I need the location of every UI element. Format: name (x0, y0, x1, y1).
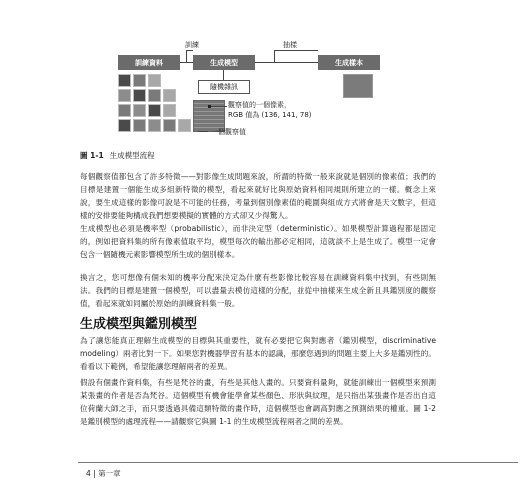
page-footer: 4 | 第一章 (86, 469, 121, 478)
sample-edge (255, 62, 318, 63)
paragraph-4: 為了讓您能真正理解生成模型的目標與其重要性，就有必要把它與對應者（鑑別模型，discriminative modeling）兩者比對一下。如果您對機器學習有基本的認識，那麼您遇到的問題主要上大多是鑑別性的。看看以下範例，希望能讓您理解兩者的差異。 (80, 336, 436, 372)
generative-model-figure (0, 0, 520, 165)
sample-edge-label: 抽樣 (283, 41, 297, 49)
training-data-node: 訓練資料 (118, 55, 180, 70)
train-edge-label: 訓練 (185, 41, 199, 49)
noise-edge (223, 70, 224, 80)
figure-caption (80, 150, 155, 161)
observation-annotation: 一個觀察值 (211, 128, 246, 136)
chapter-label: 第一章 (98, 469, 121, 478)
train-edge (180, 62, 193, 63)
generated-sample-node: 生成樣本 (318, 55, 380, 70)
pixel-annotation: 觀察值的一個像素， RGB 值為 (136, 141, 78) (228, 101, 312, 119)
random-noise-node: 隨機雜訊 (198, 80, 250, 94)
footer-rule (78, 462, 518, 463)
generated-sample-image (343, 74, 373, 98)
paragraph-2: 生成模型也必須是機率型（probabilistic），而非決定型（deterministic）。如果模型計算過程都是固定的，例如把資料集的所有像素值取平均，模型每次的輸出都必定相同，這就談不上是生成了。模型一定會包含一個隨機元素影響模型所生成的個別樣本。 (80, 224, 436, 260)
caption-text: 生成模型流程 (109, 151, 155, 160)
caption-number: 圖 1-1 (80, 151, 104, 160)
section-heading: 生成模型與鑑別模型 (80, 317, 198, 332)
generative-model-node: 生成模型 (193, 55, 255, 70)
paragraph-5: 假設有個畫作資料集，有些是梵谷的畫，有些是其他人畫的。只要資料量夠，就能訓練出一個模型來預測某張畫的作者是否為梵谷。這個模型有機會能學會某些顏色、形狀與紋理，是只指出某張畫作是否出自這位荷蘭大師之手，而只要透過具備這類特徵的畫作時，這個模型也會調高對應之預測結果的權重。圖 1-2 是鑑別模型的處理流程——請觀察它與圖 1-1 的生成模型流程兩者之間的差異。 (80, 378, 436, 427)
paragraph-1: 每個觀察值都包含了許多特徵——對影像生成問題來說，所謂的特徵一般來說就是個別的像素值；我們的目標是建置一個能生成多組新特徵的模型，看起來就好比與原始資料相同規則所建立的一樣。概念上來說，要生成這樣的影像可說是不可能的任務，考量到個別像素值的範圍與組成方式將會是天文數字，但這樣的安排要能夠構成我們想要模擬的實體的方式卻又少得驚人。 (80, 172, 436, 221)
page-number: 4 (86, 469, 91, 478)
paragraph-3: 換言之，您可想像有個未知的機率分配來決定為什麼有些影像比較容易在訓練資料集中找到，有些則無法。我們的目標是建置一個模型，可以盡量去模仿這樣的分配，並從中抽樣來生成全新且具鑑別度的觀察值，看起來就如同屬於原始的訓練資料集一般。 (80, 273, 436, 309)
